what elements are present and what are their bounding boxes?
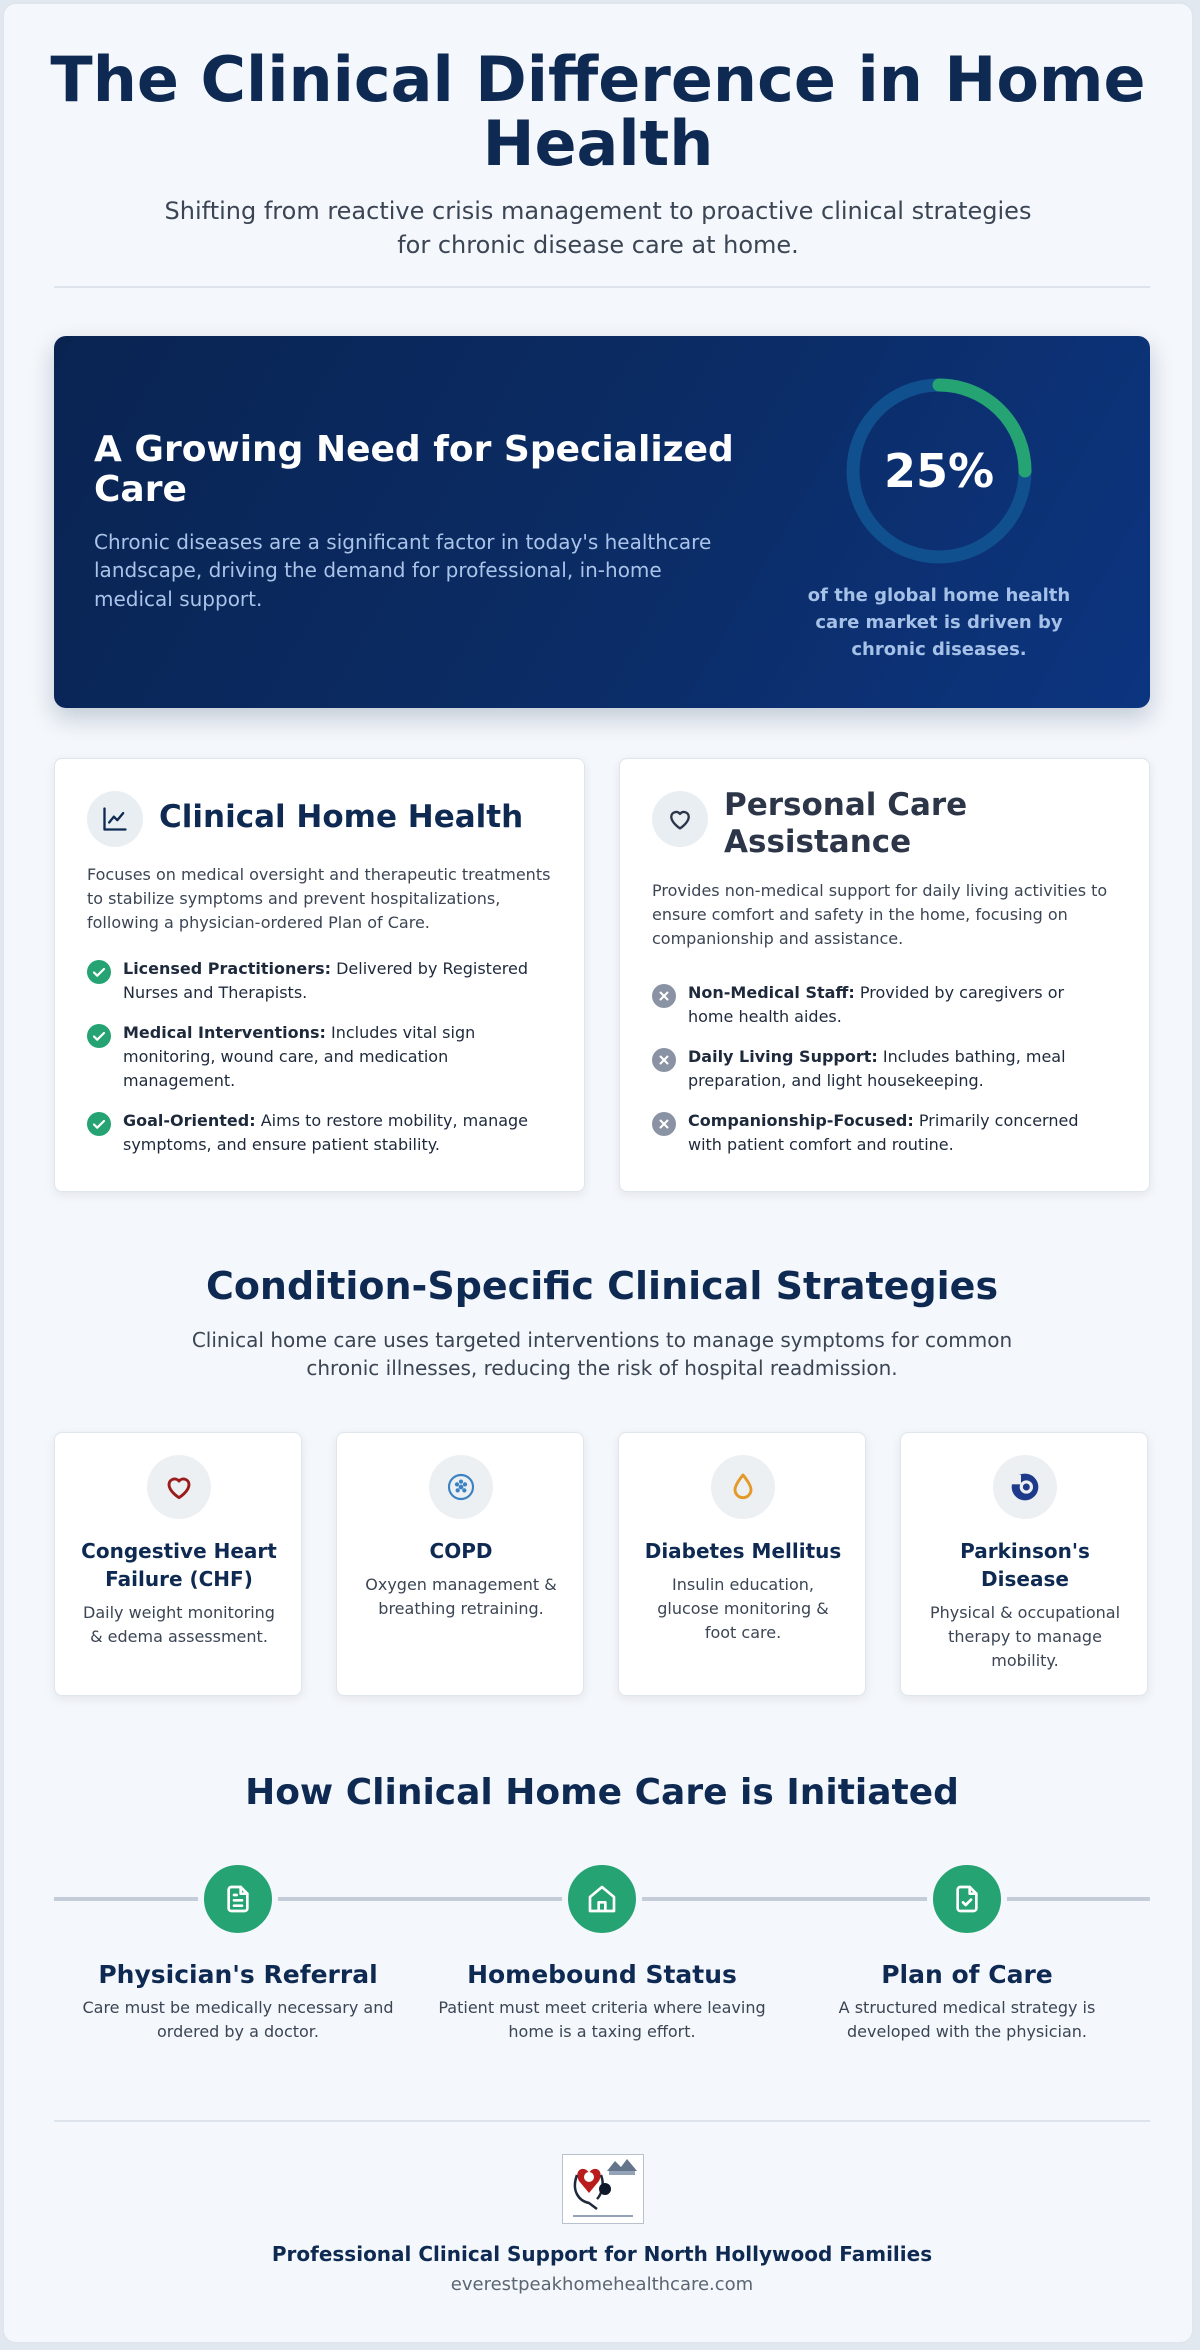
step-title: Homebound Status (467, 1960, 737, 1989)
clinical-feature-list (87, 957, 547, 1157)
divider (54, 286, 1150, 288)
card-title: Personal Care Assistance (724, 787, 968, 861)
check-circle-icon (87, 1024, 111, 1048)
card-description: Focuses on medical oversight and therapeutic treatments to stabilize symptoms and prevent hospitalizations, following a physician-ordered Plan of Care. (87, 865, 551, 932)
lungs-icon (429, 1455, 493, 1519)
x-circle-icon (652, 1048, 676, 1072)
condition-text: Oxygen management & breathing retraining. (365, 1575, 557, 1618)
condition-card-copd (336, 1432, 584, 1696)
check-circle-icon (87, 960, 111, 984)
step-title: Physician's Referral (98, 1960, 378, 1989)
list-item (652, 1045, 1112, 1093)
file-check-icon (927, 1859, 1007, 1939)
footer-tagline: Professional Clinical Support for North Hollywood Families (271, 2242, 933, 2266)
page-title: The Clinical Difference in Home Health (50, 43, 1146, 181)
step-text: A structured medical strategy is developed with the physician. (838, 1998, 1096, 2041)
home-icon (562, 1859, 642, 1939)
drop-icon (711, 1455, 775, 1519)
step-text: Care must be medically necessary and ordered by a doctor. (82, 1998, 394, 2041)
strategies-title: Condition-Specific Clinical Strategies (205, 1264, 999, 1308)
hero-heading: A Growing Need for Specialized Care (94, 429, 734, 511)
personal-care-card (619, 758, 1150, 1192)
list-item (87, 957, 547, 1005)
condition-title: Congestive Heart Failure (CHF) (81, 1539, 277, 1591)
item-text: Delivered by Registered Nurses and Therapists. (123, 959, 529, 1002)
condition-text: Daily weight monitoring & edema assessment. (83, 1603, 275, 1646)
brain-icon (993, 1455, 1057, 1519)
condition-card-diabetes (618, 1432, 866, 1696)
line-chart-icon (87, 791, 143, 847)
item-text: Aims to restore mobility, manage symptoms, and ensure patient stability. (123, 1111, 529, 1154)
check-circle-icon (87, 1112, 111, 1136)
item-label: Daily Living Support: (688, 1047, 878, 1066)
card-title: Clinical Home Health (159, 799, 524, 835)
stat-caption: of the global home health care market is driven by chronic diseases. (807, 585, 1071, 660)
hero-banner (54, 336, 1150, 708)
heart-outline-icon (652, 791, 708, 847)
process-title: How Clinical Home Care is Initiated (245, 1772, 959, 1813)
divider (54, 2120, 1150, 2122)
item-text: Includes bathing, meal preparation, and light housekeeping. (688, 1047, 1066, 1090)
card-description: Provides non-medical support for daily living activities to ensure comfort and safety in the home, focusing on companionship and assistance. (652, 881, 1108, 948)
header (4, 4, 1192, 262)
footer-website-link[interactable]: everestpeakhomehealthcare.com (450, 2274, 754, 2295)
condition-card-parkinsons (900, 1432, 1148, 1696)
heart-icon (147, 1455, 211, 1519)
list-item (87, 1109, 547, 1157)
step-title: Plan of Care (881, 1960, 1053, 1989)
stat-value: 25% (883, 444, 995, 498)
condition-title: Parkinson's Disease (960, 1539, 1090, 1591)
document-icon (198, 1859, 278, 1939)
item-label: Licensed Practitioners: (123, 959, 332, 978)
step-text: Patient must meet criteria where leaving home is a taxing effort. (438, 1998, 766, 2041)
page-subtitle: Shifting from reactive crisis management to proactive clinical strategies for chronic disease care at home. (164, 196, 1032, 259)
item-text: Provided by caregivers or home health aides. (688, 983, 1065, 1026)
item-label: Non-Medical Staff: (688, 983, 855, 1002)
item-label: Medical Interventions: (123, 1023, 326, 1042)
condition-title: COPD (429, 1539, 493, 1563)
hero-text: Chronic diseases are a significant factor in today's healthcare landscape, driving the demand for professional, in-home medical support. (94, 530, 712, 611)
item-label: Goal-Oriented: (123, 1111, 256, 1130)
item-text: Primarily concerned with patient comfort and routine. (688, 1111, 1079, 1154)
strategies-text: Clinical home care uses targeted interventions to manage symptoms for common chronic illnesses, reducing the risk of hospital readmission. (191, 1328, 1013, 1381)
list-item (652, 1109, 1112, 1157)
clinical-care-card (54, 758, 585, 1192)
personal-feature-list (652, 981, 1112, 1157)
everest-peak-logo (562, 2154, 644, 2224)
list-item (87, 1021, 547, 1093)
condition-card-chf (54, 1432, 302, 1696)
x-circle-icon (652, 1112, 676, 1136)
condition-text: Physical & occupational therapy to manage mobility. (929, 1603, 1121, 1670)
infographic-page (2, 2, 1194, 2344)
x-circle-icon (652, 984, 676, 1008)
item-label: Companionship-Focused: (688, 1111, 914, 1130)
list-item (652, 981, 1112, 1029)
condition-title: Diabetes Mellitus (644, 1539, 842, 1563)
condition-text: Insulin education, glucose monitoring & foot care. (657, 1575, 829, 1642)
item-text: Includes vital sign monitoring, wound care, and medication management. (123, 1023, 476, 1090)
